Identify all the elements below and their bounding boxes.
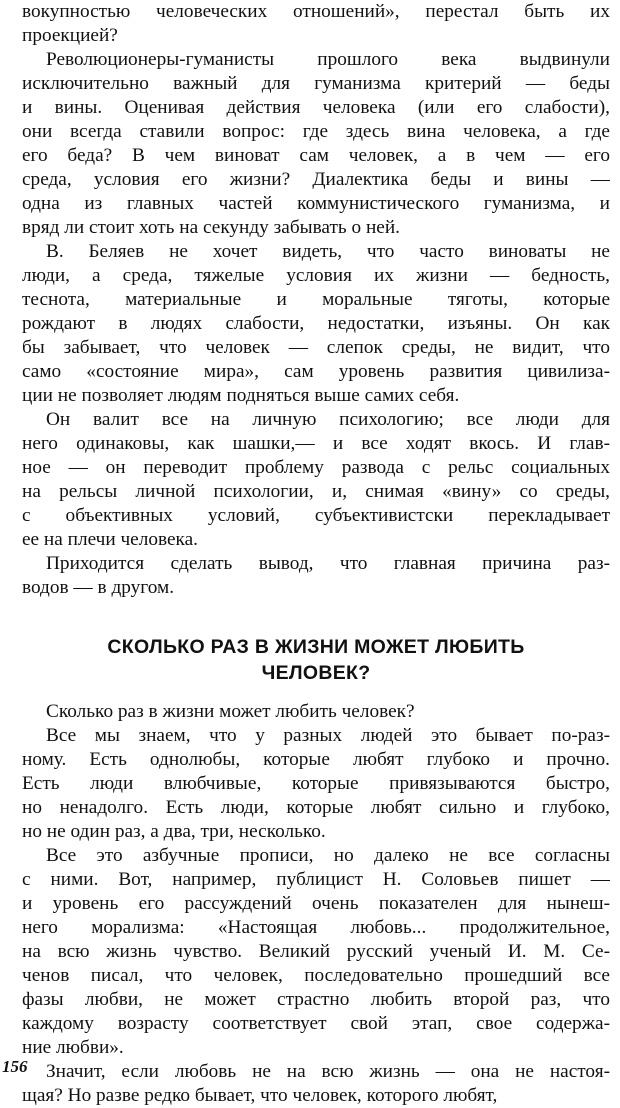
page-text	[22, 0, 610, 1108]
text-line: одна из главных частей коммунистического гуманизма, и	[22, 193, 610, 214]
text-line: вокупностью человеческих отношений», перестал быть их	[22, 1, 610, 22]
spacer	[22, 686, 610, 700]
text-block-top	[22, 0, 610, 600]
text-line: щая? Но разве редко бывает, что человек, которого любят,	[22, 1085, 498, 1106]
text-line: ченов писал, что человек, последовательно прошедший все	[22, 965, 610, 986]
text-line: рождают в людях слабости, недостатки, изъяны. Он как	[22, 313, 610, 334]
text-line: проекцией?	[22, 25, 118, 46]
text-line: бы забывает, что человек — слепок среды, не видит, что	[22, 337, 610, 358]
text-line: и вины. Оценивая действия человека (или его слабости),	[22, 97, 610, 118]
paragraph	[22, 724, 610, 844]
text-line: него одинаковы, как шашки,— и все ходят вкось. И глав-	[22, 433, 610, 454]
paragraph	[22, 0, 610, 48]
text-line: среда, условия его жизни? Диалектика беды и вины —	[22, 169, 610, 190]
text-line: но не один раз, а два, три, несколько.	[22, 821, 326, 842]
text-line: фазы любви, не может страстно любить второй раз, что	[22, 989, 610, 1010]
text-line: каждому возрасту соответствует свой этап, свое содержа-	[22, 1013, 610, 1034]
text-line: с объективных условий, субъективистски перекладывает	[22, 505, 610, 526]
text-line: его беда? В чем виноват сам человек, а в чем — его	[22, 145, 610, 166]
text-line: Значит, если любовь не на всю жизнь — она не настоя-	[46, 1061, 610, 1082]
paragraph	[22, 1060, 610, 1108]
text-line: ное — он переводит проблему развода с рельс социальных	[22, 457, 610, 478]
paragraph	[22, 700, 610, 724]
text-line: водов — в другом.	[22, 577, 175, 598]
section-heading-line-2: ЧЕЛОВЕК?	[261, 662, 371, 684]
text-line: ному. Есть однолюбы, которые любят глубоко и прочно.	[22, 749, 610, 770]
text-block-bottom	[22, 700, 610, 1108]
text-line: В. Беляев не хочет видеть, что часто виноваты не	[46, 241, 610, 262]
text-line: теснота, материальные и моральные тяготы, которые	[22, 289, 610, 310]
text-line: с ними. Вот, например, публицист Н. Соловьев пишет —	[22, 869, 610, 890]
text-line: на рельсы личной психологии, и, снимая «вину» со среды,	[22, 481, 610, 502]
text-line: они всегда ставили вопрос: где здесь вина человека, а где	[22, 121, 610, 142]
text-line: Приходится сделать вывод, что главная причина раз-	[46, 553, 610, 574]
paragraph	[22, 408, 610, 552]
text-line: Сколько раз в жизни может любить человек?	[46, 701, 415, 722]
spacer	[22, 600, 610, 634]
text-line: но ненадолго. Есть люди, которые любят сильно и глубоко,	[22, 797, 610, 818]
section-heading-line-1: СКОЛЬКО РАЗ В ЖИЗНИ МОЖЕТ ЛЮБИТЬ	[107, 636, 525, 658]
text-line: него морализма: «Настоящая любовь... продолжительное,	[22, 917, 610, 938]
text-line: люди, а среда, тяжелые условия их жизни — бедность,	[22, 265, 610, 286]
text-line: Все это азбучные прописи, но далеко не все согласны	[46, 845, 610, 866]
page-number: 156	[2, 1057, 28, 1076]
text-line: ее на плечи человека.	[22, 529, 199, 550]
text-line: Революционеры-гуманисты прошлого века выдвинули	[46, 49, 610, 70]
text-line: ции не позволяет людям подняться выше самих себя.	[22, 385, 460, 406]
text-line: исключительно важный для гуманизма критерий — беды	[22, 73, 610, 94]
text-line: Все мы знаем, что у разных людей это бывает по-раз-	[46, 725, 610, 746]
paragraph	[22, 552, 610, 600]
text-line: на всю жизнь чувство. Великий русский ученый И. М. Се-	[22, 941, 610, 962]
paragraph	[22, 240, 610, 408]
paragraph	[22, 48, 610, 240]
text-line: Он валит все на личную психологию; все люди для	[46, 409, 610, 430]
text-line: само «состояние мира», сам уровень развития цивилиза-	[22, 361, 610, 382]
text-line: ние любви».	[22, 1037, 124, 1058]
text-line: и уровень его рассуждений очень показателен для нынеш-	[22, 893, 610, 914]
text-line: вряд ли стоит хоть на секунду забывать о ней.	[22, 217, 401, 238]
text-line: Есть люди влюбчивые, которые привязываются быстро,	[22, 773, 610, 794]
paragraph	[22, 844, 610, 1060]
